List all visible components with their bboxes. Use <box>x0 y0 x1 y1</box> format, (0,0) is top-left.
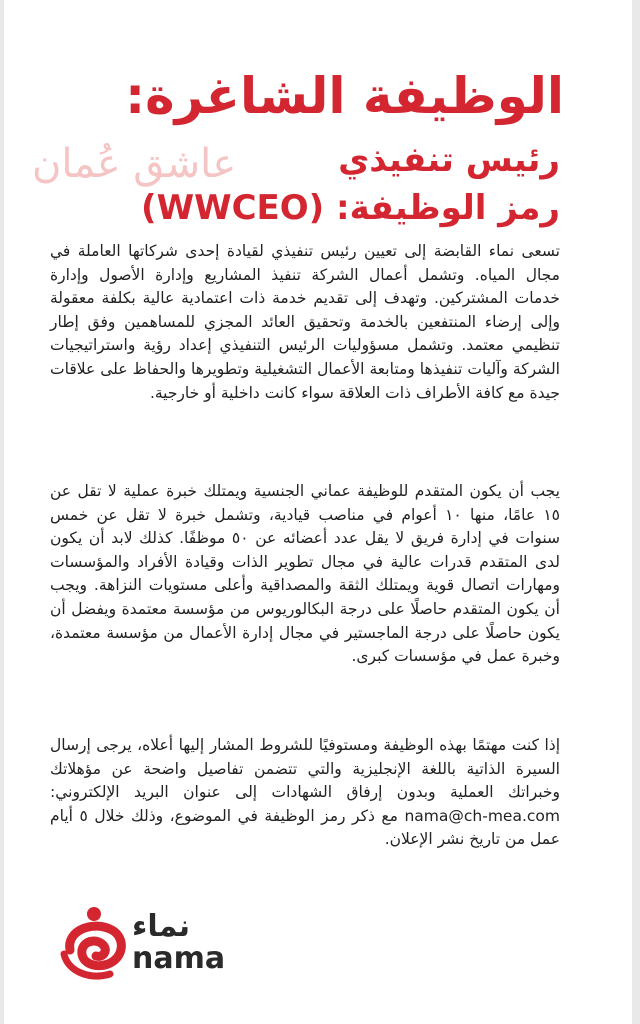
logo-arabic-wordmark: نماء <box>132 909 190 944</box>
paragraph-company-overview: تسعى نماء القابضة إلى تعيين رئيس تنفيذي لقيادة إحدى شركاتها العاملة في مجال المياه. وتشمل أعمال الشركة تنفيذ المشاريع وإدارة الأصول وإدارة خدمات المشتركين. وتهدف إلى تقديم خدمة ذات اعتمادية عالية بكلفة معقولة وإلى إرضاء المنتفعين بالخدمة وتحقيق العائد المجزي للمساهمين وفق إطار تنظيمي معتمد. وتشمل مسؤوليات الرئيس التنفيذي إعداد رؤية واستراتيجيات الشركة وآليات تنفيذها ومتابعة الأعمال التشغيلية وتطويرها والحفاظ على علاقات جيدة مع كافة الأطراف ذات العلاقة سواء كانت داخلية أو خارجية. <box>50 242 560 402</box>
nama-logo <box>60 906 230 982</box>
job-code: رمز الوظيفة: (WWCEO) <box>141 188 560 228</box>
paragraph-requirements: يجب أن يكون المتقدم للوظيفة عماني الجنسية ويمتلك خبرة عملية لا تقل عن ١٥ عامًا، منها ١٠ أعوام في مناصب قيادية، وتشمل خبرة لا تقل عن خمس سنوات في إدارة فريق لا يقل عدد أعضائه عن ٥٠ موظفًا. كذلك لابد أن يكون لدى المتقدم قدرات عالية في مجال تطوير الذات وقيادة الأفراد والمؤسسات ومهارات اتصال قوية ويمتلك الثقة والمصداقية وأعلى مستويات النزاهة. ويجب أن يكون المتقدم حاصلًا على درجة البكالوريوس من مؤسسة معتمدة ويفضل أن يكون حاصلًا على درجة الماجستير في مجال إدارة الأعمال من مؤسسة معتمدة، وخبرة عمل في مؤسسات كبرى. <box>50 482 560 666</box>
watermark-text: عاشق عُمان <box>32 141 237 187</box>
nama-swirl-icon <box>60 906 130 982</box>
job-title: رئيس تنفيذي <box>338 140 560 180</box>
paragraph-application-instructions: إذا كنت مهتمًا بهذه الوظيفة ومستوفيًا للشروط المشار إليها أعلاه، يرجى إرسال السيرة الذاتية باللغة الإنجليزية والتي تتضمن تفاصيل واضحة عن مؤهلاتك وخبراتك العملية وبدون إرفاق الشهادات إلى عنوان البريد الإلكتروني: nama@ch-mea.com مع ذكر رمز الوظيفة في الموضوع، وذلك خلال ٥ أيام عمل من تاريخ نشر الإعلان. <box>50 736 560 849</box>
job-advertisement <box>4 0 632 1024</box>
logo-english-wordmark: nama <box>132 941 226 976</box>
page-title: الوظيفة الشاغرة: <box>125 67 564 125</box>
